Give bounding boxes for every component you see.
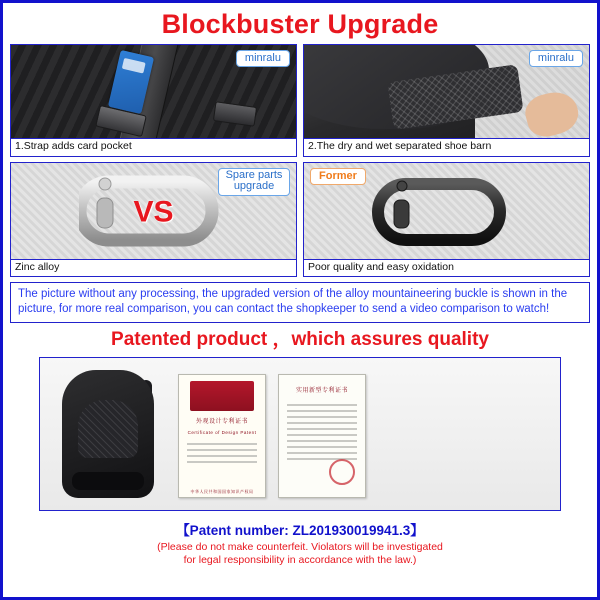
certificate-text-lines [187, 443, 257, 463]
carabiner-black-illustration [372, 168, 522, 254]
photo-grid [10, 44, 590, 277]
certificate-title-cn: 外观设计专利证书 [195, 418, 248, 425]
photo-caption: Zinc alloy [11, 259, 296, 277]
photo-new-carabiner-image [11, 163, 296, 259]
photo-cell-strap [10, 44, 297, 157]
photo-caption: 2.The dry and wet separated shoe barn [304, 138, 589, 156]
page-title: Blockbuster Upgrade [161, 9, 439, 39]
brand-tag: minralu [529, 50, 583, 67]
photo-caption: 1.Strap adds card pocket [11, 138, 296, 156]
photo-strap-image [11, 45, 296, 138]
photo-cell-old-carabiner [303, 162, 590, 278]
brand-tag: minralu [236, 50, 290, 67]
official-seal-stamp [329, 459, 355, 485]
photo-cell-new-carabiner [10, 162, 297, 278]
former-tag: Former [310, 168, 366, 185]
patent-section-title: Patented product ，which assures quality [111, 328, 489, 350]
spare-parts-tag: Spare parts upgrade [218, 168, 290, 196]
backpack-illustration [62, 370, 154, 498]
photo-caption: Poor quality and easy oxidation [304, 259, 589, 277]
certificate2-title-cn: 实用新型专利证书 [295, 387, 348, 394]
photo-cell-shoe-barn [303, 44, 590, 157]
description-box: The picture without any processing, the upgraded version of the alloy mountaineering buckle is shown in the picture, for more real comparison, you can contact the shopkeeper to send a video comparison to watch! [10, 282, 590, 322]
counterfeit-warning [3, 541, 597, 574]
warning-line-2: for legal responsibility in accordance with the law.) [183, 554, 417, 567]
design-patent-certificate [178, 374, 266, 498]
patent-number: 【Patent number: ZL201930019941.3】 [176, 522, 424, 538]
patent-photo [39, 357, 561, 511]
vs-label: VS [133, 195, 174, 229]
photo-shoe-barn-image [304, 45, 589, 138]
national-emblem [190, 381, 254, 411]
certificate2-text-lines [287, 404, 357, 460]
certificate-issuer: 中华人民共和国国家知识产权局 [190, 488, 254, 494]
certificate-title-en: Certificate of Design Patent [187, 429, 257, 435]
warning-line-1: (Please do not make counterfeit. Violators will be investigated [157, 540, 443, 553]
photo-old-carabiner-image [304, 163, 589, 259]
utility-patent-certificate [278, 374, 366, 498]
